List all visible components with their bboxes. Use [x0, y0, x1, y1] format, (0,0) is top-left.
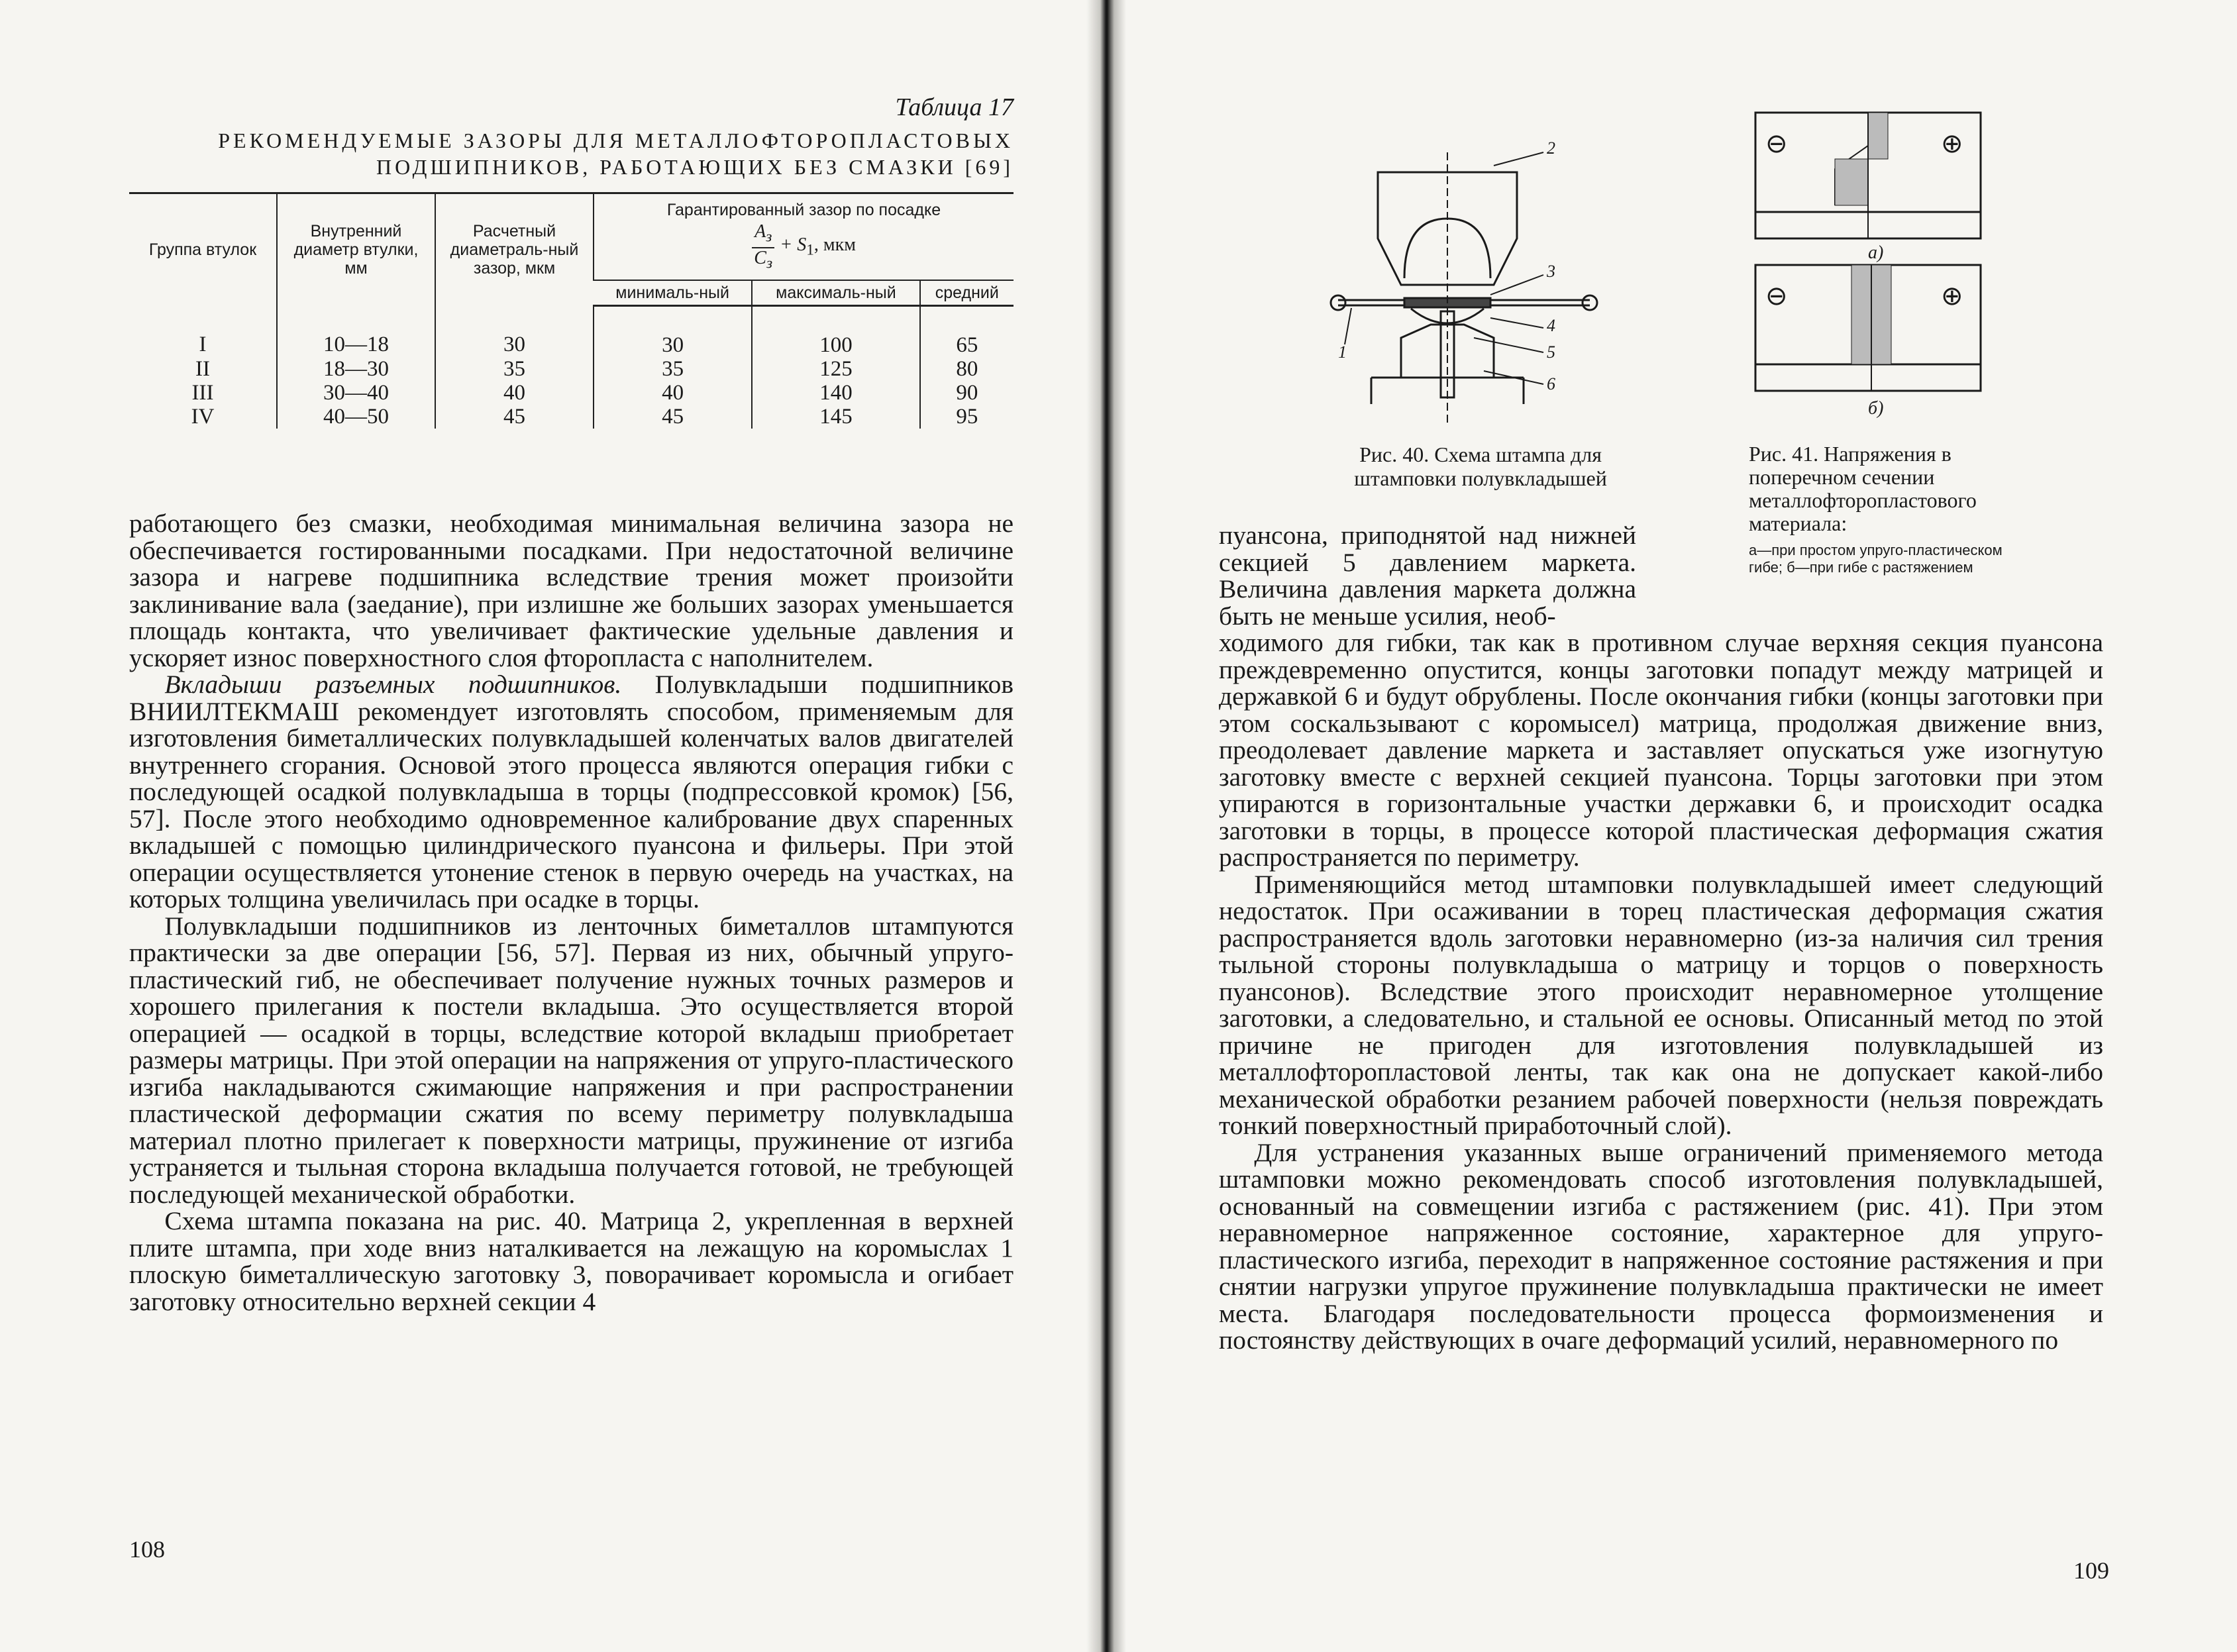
table-row: IV 40—50 45 45 145 95 — [129, 405, 1014, 429]
fig41a-minus-sign: ⊖ — [1765, 129, 1788, 159]
col-guaranteed-gap — [594, 193, 1014, 281]
col-inner-diameter: Внутренний диаметр втулки, мм — [277, 193, 435, 306]
fig41b-plus-sign: ⊕ — [1941, 281, 1963, 311]
table-row: I 10—18 30 30 100 65 — [129, 306, 1014, 358]
figure-41-caption-title: Рис. 41. Напряжения в поперечном сечении металлофторопластового материала: — [1749, 442, 1977, 535]
table-row: II 18—30 35 35 125 80 — [129, 357, 1014, 381]
table-row: III 30—40 40 40 140 90 — [129, 381, 1014, 405]
guaranteed-gap-title: Гарантированный зазор по посадке — [666, 201, 941, 219]
page-number-left: 108 — [129, 1536, 165, 1563]
fig40-label-4: 4 — [1547, 316, 1555, 335]
right-top-text — [1219, 522, 1636, 629]
paragraph: пуансона, приподнятой над нижней секцией 5 давлением маркета. Величина давления маркета должна быть не меньше усилия, необ- — [1219, 521, 1636, 631]
paragraph: Вкладыши разъемных подшипников. Полувкладыши подшипников ВНИИЛТЕКМАШ рекомендует изготовлять способом, применяемым для изготовления биметаллических полувкладышей коленчатых валов двигателей внутреннего сгорания. Основой этого процесса являются операция гибки с последующей осадкой полувкладыша в торцы (подпрессовкой кромок) [56, 57]. После этого необходимо одновременное калибрование двух спаренных вкладышей с помощью цилиндрического пуансона и фильеры. При этой операции осуществляется утонение стенок в первую очередь на участках, на которых толщина увеличилась при осадке в торцы. — [129, 670, 1014, 913]
paragraph: Применяющийся метод штамповки полувкладышей имеет следующий недостаток. При осаживании в торец пластическая деформация сжатия распространяется вдоль заготовки неравномерно (из-за наличия сил трения тыльной стороны полувкладыша о матрицу и торцов о поверхность пуансонов). Вследствие этого происходит неравномерное утолщение заготовки, а следовательно, и стальной ее основы. Описанный метод по этой причине не пригоден для изготовления полувкладышей из металлофторопластовой ленты, так как она не допускает какой-либо механической обработки резанием рабочей поверхности (нельзя повреждать тонкий поверхностный приработочный слой). — [1219, 869, 2103, 1140]
book-gutter — [1086, 0, 1126, 1652]
fig41b-minus-sign: ⊖ — [1765, 281, 1788, 311]
figure-41-caption — [1749, 442, 2027, 576]
gap-table — [129, 192, 1014, 429]
fig40-label-6: 6 — [1547, 374, 1555, 393]
paragraph: Схема штампа показана на рис. 40. Матрица 2, укрепленная в верхней плите штампа, при ходе вниз наталкивается на лежащую на коромыслах 1 плоскую биметаллическую заготовку 3, поворачивает коромысла и огибает заготовку относительно верхней секции 4 — [129, 1206, 1014, 1316]
col-min: минималь-ный — [594, 280, 752, 306]
fig40-label-2: 2 — [1547, 138, 1555, 158]
paragraph: Для устранения указанных выше ограничений применяемого метода штамповки можно рекомендовать способ изготовления полувкладышей, основанный на совмещении изгиба с растяжением (рис. 41). При этом неравномерное напряженное состояние, характерное для упруго-пластического изгиба, переходит в напряженное состояние растяжения и при снятии нагрузки упругое пружинение полувкладыша практически не имеет места. Благодаря последовательности процесса формоизменения и постоянству действующих в очаге деформаций усилий, неравномерного по — [1219, 1137, 2103, 1355]
figure-40-die-diagram — [1325, 113, 1603, 431]
fig41a-plus-sign: ⊕ — [1941, 129, 1963, 159]
right-body-text — [1219, 629, 2103, 1354]
col-avg: средний — [920, 280, 1014, 306]
figure-41-subcaption: а—при простом упруго-пластическом гибе; б—при гибе с растяжением — [1749, 542, 2003, 576]
col-max: максималь-ный — [752, 280, 919, 306]
col-group: Группа втулок — [129, 193, 277, 306]
fig40-label-1: 1 — [1338, 342, 1347, 362]
table-title-line: РЕКОМЕНДУЕМЫЕ ЗАЗОРЫ ДЛЯ МЕТАЛЛОФТОРОПЛАСТОВЫХ — [218, 129, 1014, 152]
right-page — [1126, 0, 2237, 1652]
left-body-text — [129, 510, 1014, 1315]
fig41-label-a: а) — [1868, 242, 1884, 263]
paragraph: Полувкладыши подшипников из ленточных биметаллов штампуются практически за две операции [56, 57]. Первая из них, обычный упруго-пластический гиб, не обеспечивает получение нужных точных размеров и хорошего прилегания к постели вкладыша. Это осуществляется второй операцией — осадкой в торцы, вследствие которой вкладыш приобретает размеры матрицы. При этой операции на напряжения от упруго-пластического изгиба накладываются сжимающие напряжения и при распространении пластической деформации сжатия по всему периметру полувкладыша материал плотно прилегает к поверхности матрицы, пружинение от изгиба устраняется и тыльная сторона вкладыша получается готовой, не требующей последующей механической обработки. — [129, 911, 1014, 1209]
italic-lead: Вкладыши разъемных подшипников. — [164, 670, 622, 699]
figure-41-stress-diagram — [1749, 106, 1987, 424]
paragraph: ходимого для гибки, так как в противном случае верхняя секция пуансона преждевременно опустится, концы заготовки попадут между матрицей и державкой 6 и будут обрублены. После окончания гибки (концы заготовки при этом соскальзывают с коромысел) матрица, продолжая движение вниз, преодолевает давление маркета и заставляет опускаться уже изогнутую заготовку вместе с верхней секцией пуансона. Торцы заготовки при этом упираются в горизонтальные участки державки 6, и происходит осадка заготовки в торцы, в процессе которой пластическая деформация сжатия распространяется по периметру. — [1219, 628, 2103, 872]
fit-formula: $A_з$ $C_з$ + $S_1$, мкм — [598, 222, 1010, 273]
figure-40-caption: Рис. 40. Схема штампа для штамповки полувкладышей — [1354, 442, 1607, 490]
left-page — [0, 0, 1086, 1652]
table-number: Таблица 17 — [895, 93, 1014, 121]
page-number-right: 109 — [2073, 1557, 2109, 1584]
table-title-line: ПОДШИПНИКОВ, РАБОТАЮЩИХ БЕЗ СМАЗКИ [69] — [376, 155, 1014, 179]
fig40-label-5: 5 — [1547, 342, 1555, 362]
table-title — [159, 127, 1014, 180]
fig40-label-3: 3 — [1547, 262, 1555, 281]
col-calc-gap: Расчетный диаметраль-ный зазор, мкм — [435, 193, 594, 306]
paragraph: работающего без смазки, необходимая минимальная величина зазора не обеспечивается гостированными посадками. При недостаточной величине зазора и нагреве подшипника вследствие трения может произойти заклинивание вала (заедание), при излишне же больших зазорах уменьшается площадь контакта, что увеличивает фактические удельные давления и ускоряет износ поверхностного слоя фторопласта с наполнителем. — [129, 509, 1014, 672]
fig41-label-b: б) — [1868, 398, 1884, 419]
